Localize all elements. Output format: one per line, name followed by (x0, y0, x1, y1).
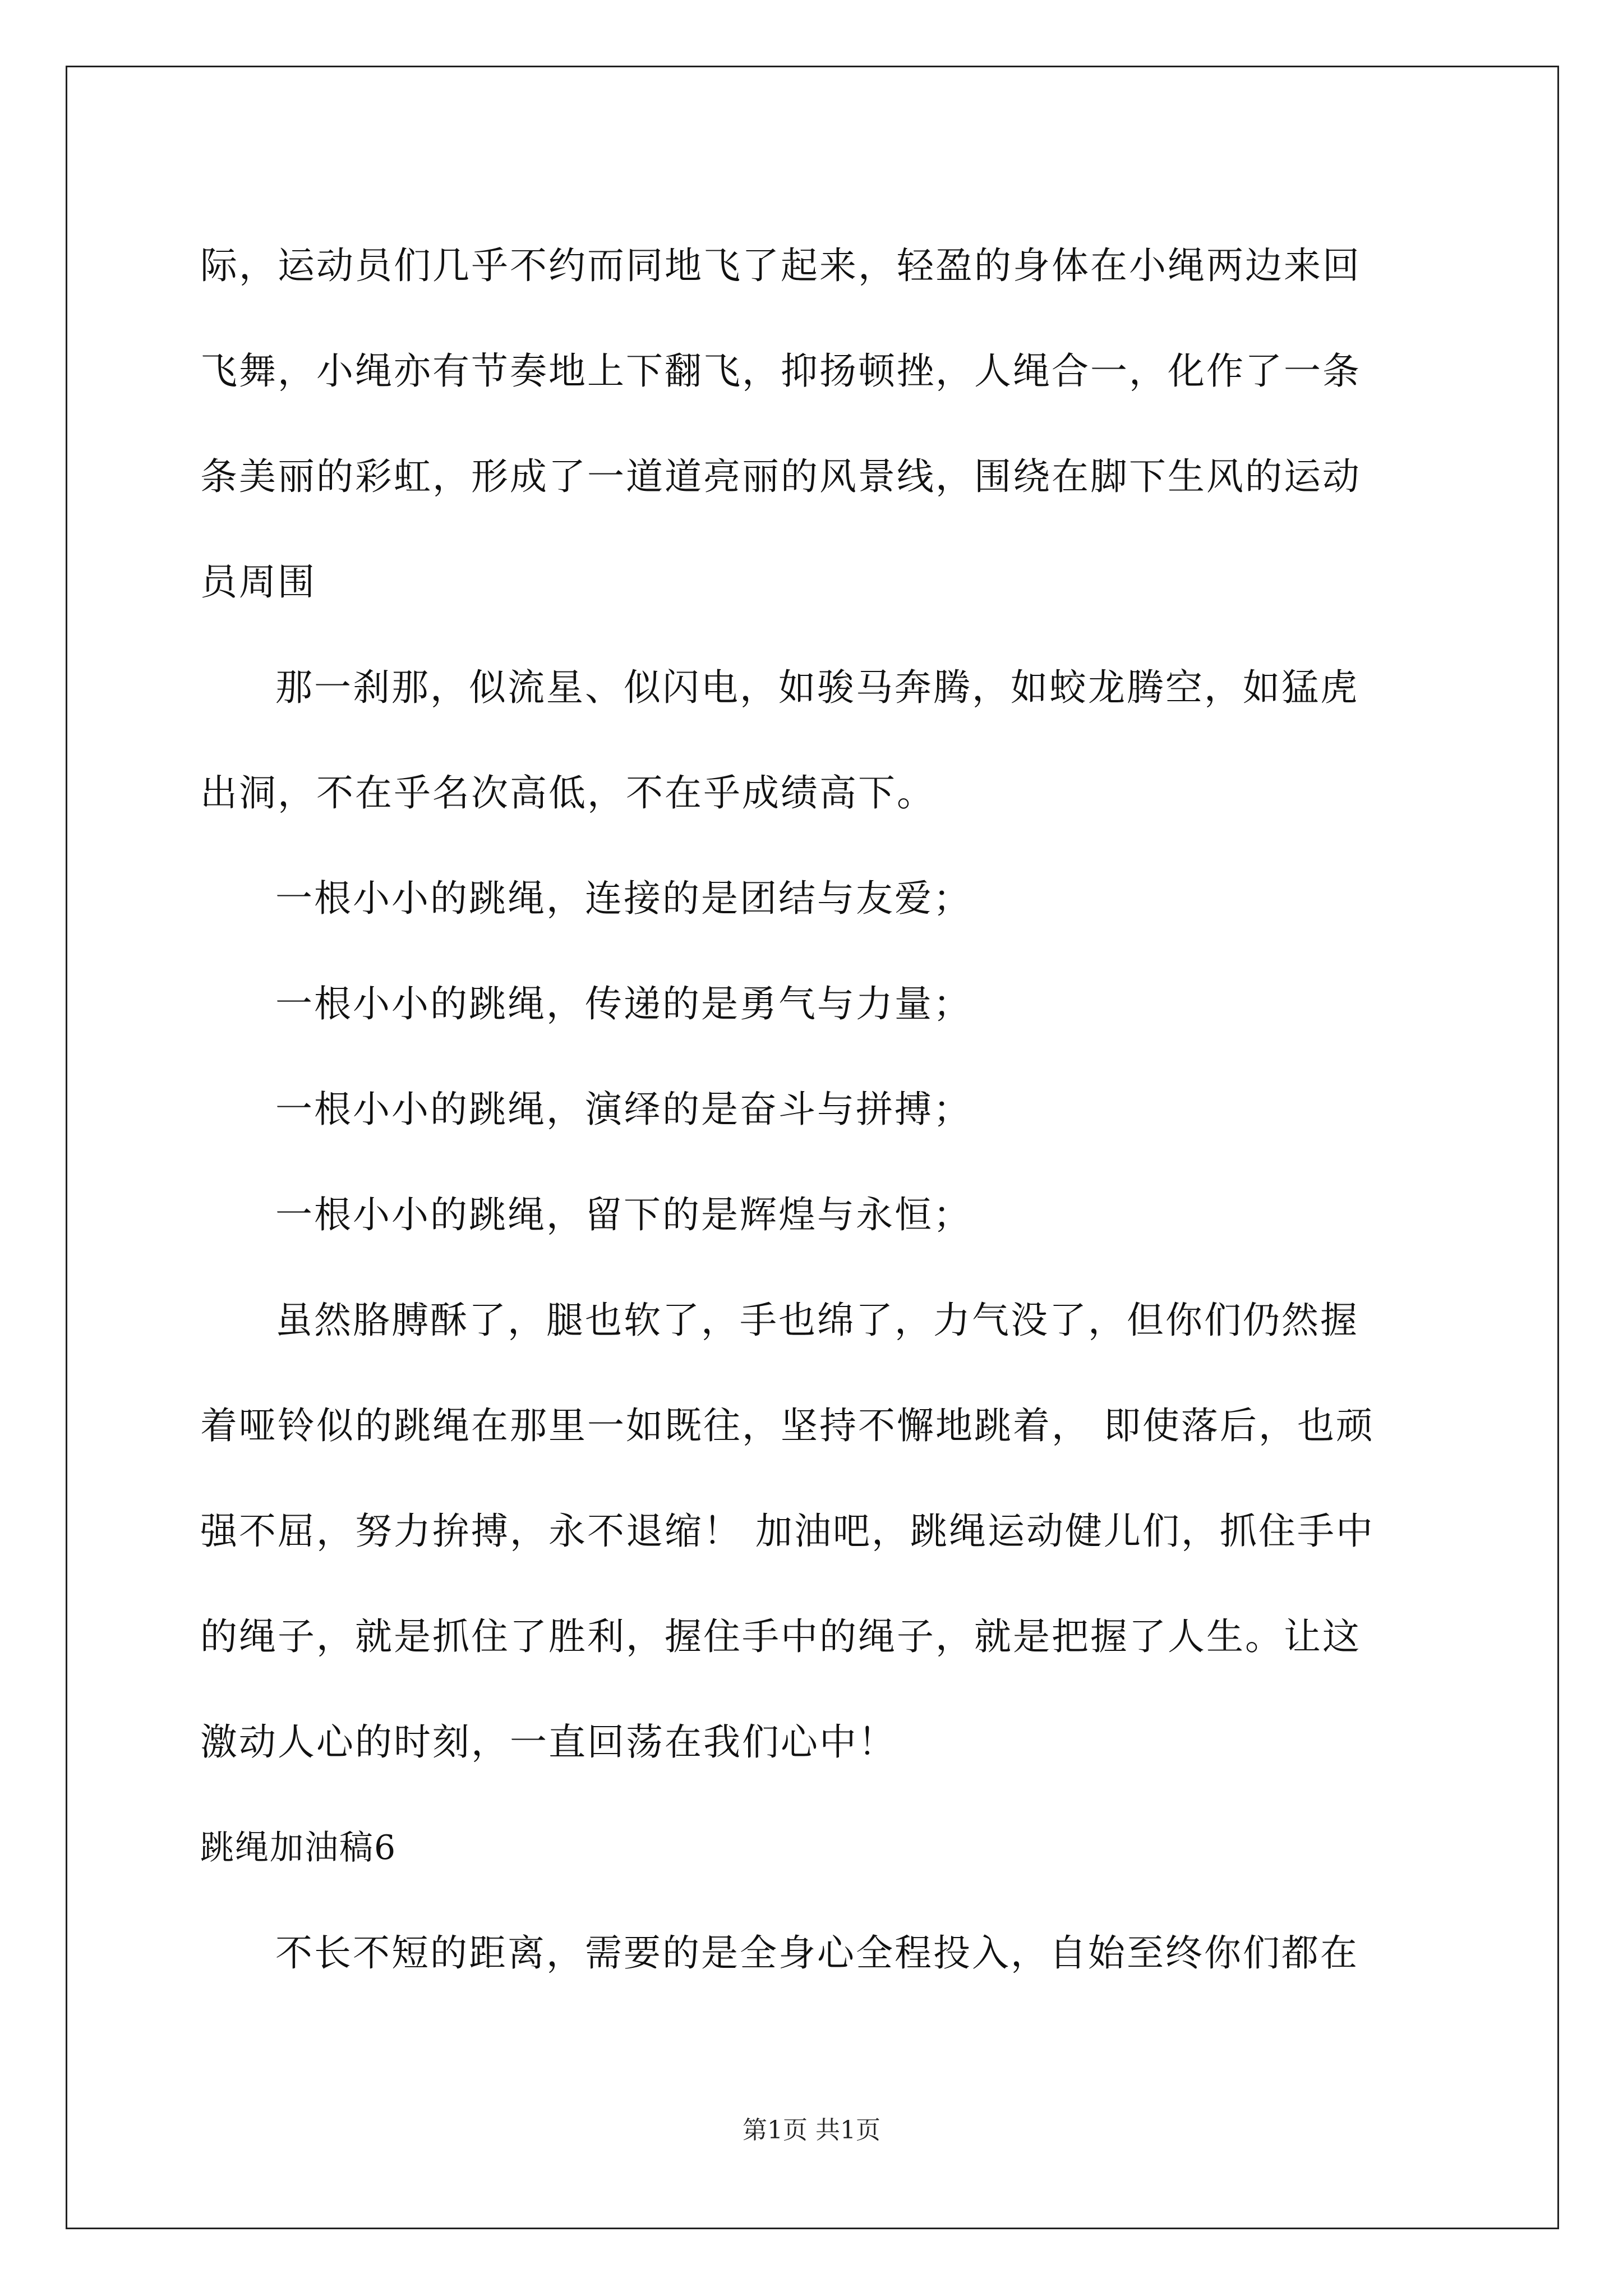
text-line-9: 一根小小的跳绳，演绎的是奋斗与拼搏； (275, 1088, 972, 1131)
text-line-12: 着哑铃似的跳绳在那里一如既往，坚持不懈地跳着， 即使落后，也顽 (200, 1404, 1375, 1447)
text-line-7: 一根小小的跳绳，连接的是团结与友爱； (275, 877, 972, 920)
section-heading: 跳绳加油稿6 (200, 1828, 397, 1867)
page-number-footer: 第1页 共1页 (743, 2116, 880, 2145)
text-line-5: 那一刹那，似流星、似闪电，如骏马奔腾，如蛟龙腾空，如猛虎 (275, 666, 1359, 709)
text-line-4: 员周围 (200, 560, 316, 604)
text-line-14: 的绳子，就是抓住了胜利，握住手中的绳子，就是把握了人生。让这 (200, 1615, 1361, 1658)
text-line-8: 一根小小的跳绳，传递的是勇气与力量； (275, 982, 972, 1025)
document-body (200, 213, 1423, 2006)
text-line-2: 飞舞，小绳亦有节奏地上下翻飞，抑扬顿挫，人绳合一，化作了一条 (200, 349, 1361, 393)
text-line-13: 强不屈，努力拚搏，永不退缩！ 加油吧，跳绳运动健儿们，抓住手中 (200, 1510, 1375, 1553)
text-line-11: 虽然胳膊酥了，腿也软了，手也绵了，力气没了，但你们仍然握 (275, 1299, 1359, 1342)
text-line-15: 激动人心的时刻，一直回荡在我们心中！ (200, 1720, 897, 1764)
text-line-17: 不长不短的距离，需要的是全身心全程投入，自始至终你们都在 (275, 1931, 1359, 1975)
text-line-10: 一根小小的跳绳，留下的是辉煌与永恒； (275, 1193, 972, 1236)
text-line-1: 际，运动员们几乎不约而同地飞了起来，轻盈的身体在小绳两边来回 (200, 244, 1361, 287)
text-line-3: 条美丽的彩虹，形成了一道道亮丽的风景线，围绕在脚下生风的运动 (200, 455, 1361, 498)
text-line-6: 出洞，不在乎名次高低，不在乎成绩高下。 (200, 771, 935, 815)
